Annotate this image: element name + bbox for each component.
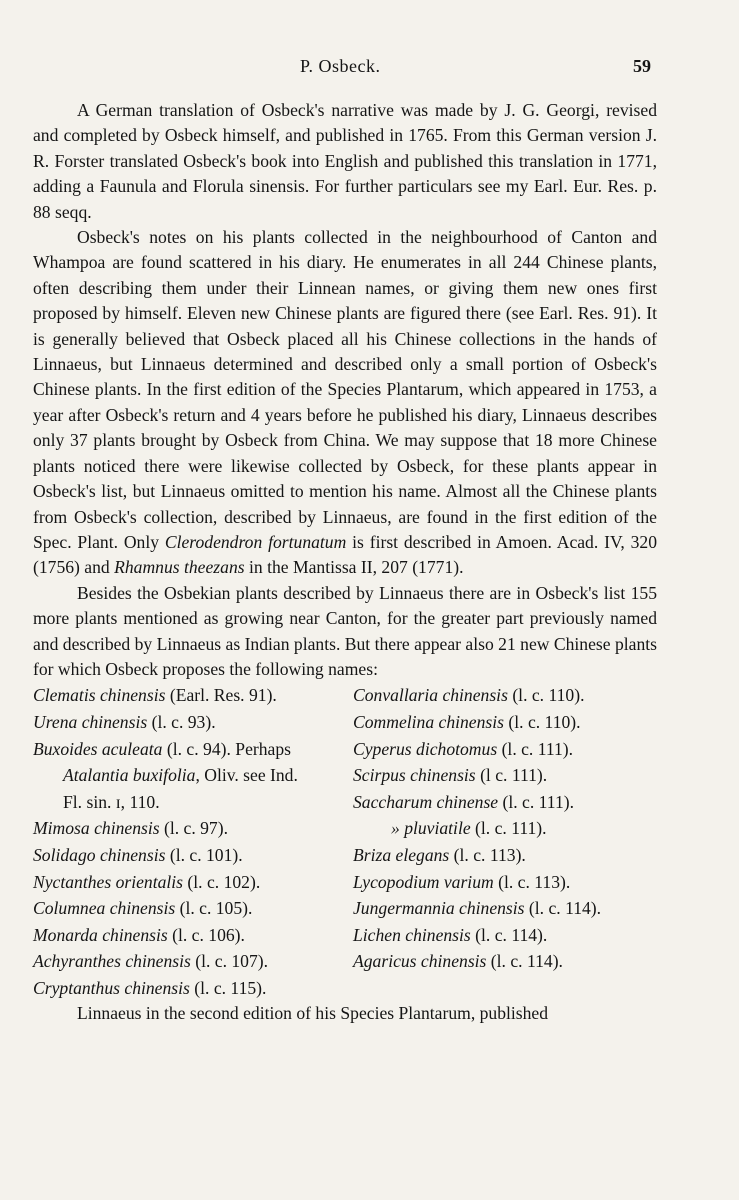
plant-reference: (l. c. 115). <box>189 977 267 998</box>
plant-list-item <box>353 922 657 949</box>
plant-list-item <box>33 789 353 816</box>
plant-reference: (l. c. 114). <box>470 924 548 945</box>
plant-name: Clematis chinensis <box>33 685 166 706</box>
plant-reference: (l. c. 107). <box>190 951 269 972</box>
plant-name: Monarda chinensis <box>33 924 168 945</box>
paragraph-text: A German translation of Osbeck's narrative was made by J. G. Georgi, revised and completed by Osbeck himself, and published in 1765. From this German version J. R. Forster translated Osbeck's book into English and published this translation in 1771, adding a Faunula and Florula sinensis. For further particulars see my Earl. Eur. Res. p. 88 seqq. <box>33 100 657 222</box>
running-title: P. Osbeck. <box>300 56 381 76</box>
plant-list-item <box>353 842 657 869</box>
plant-reference: (l. c. 106). <box>167 924 245 945</box>
plant-reference: (l. c. 110). <box>504 711 581 732</box>
plant-reference: (l. c. 111). <box>498 791 574 812</box>
plant-reference: (l c. 111). <box>475 765 548 786</box>
plant-list-item <box>353 709 657 736</box>
page-body <box>33 98 657 1027</box>
plant-name: Urena chinensis <box>33 711 148 732</box>
plant-name: Saccharum chinense <box>353 791 499 812</box>
plant-reference: (l. c. 105). <box>175 898 253 919</box>
paragraph-2 <box>33 225 657 581</box>
plant-reference: (l. c. 113). <box>493 871 571 892</box>
plant-name: Cyperus dichotomus <box>353 738 498 759</box>
plant-name: Cryptanthus chinensis <box>33 977 190 998</box>
plant-name: Lycopodium varium <box>353 871 494 892</box>
plant-list-item <box>33 895 353 922</box>
plant-list-item <box>33 815 353 842</box>
plant-list-item <box>33 975 353 1002</box>
plant-name: Lichen chinensis <box>353 924 471 945</box>
plant-list-item <box>353 682 657 709</box>
plant-name: Convallaria chinensis <box>353 685 508 706</box>
paragraph-3 <box>33 581 657 683</box>
species-name: Rhamnus theezans <box>114 557 245 578</box>
plant-list-item <box>33 869 353 896</box>
paragraph-text: in the Mantissa II, 207 (1771). <box>244 557 464 578</box>
plant-reference: (l. c. 114). <box>524 898 602 919</box>
plant-name: Mimosa chinensis <box>33 818 160 839</box>
plant-name: Agaricus chinensis <box>353 951 487 972</box>
plant-name: Columnea chinensis <box>33 898 176 919</box>
plant-reference: (l. c. 101). <box>165 844 243 865</box>
plant-list-item <box>353 789 657 816</box>
plant-name: Buxoides aculeata <box>33 738 163 759</box>
plant-name: Scirpus chinensis <box>353 765 476 786</box>
paragraph-text: is first described in Amoen. Acad. IV, 320 (1756) and <box>33 531 658 578</box>
plant-name: Achyranthes chinensis <box>33 951 191 972</box>
plant-list-item <box>33 709 353 736</box>
plant-list-item <box>33 736 353 763</box>
plant-reference: (l. c. 93). <box>147 711 216 732</box>
paragraph-text: Besides the Osbekian plants described by Linnaeus there are in Osbeck's list 155 more plants mentioned as growing near Canton, for the greater part previously named and described by Linnaeus as Indian plants. But there appear also 21 new Chinese plants for which Osbeck proposes the following names: <box>33 582 657 679</box>
plant-reference: (l. c. 114). <box>486 951 563 972</box>
plant-list-item <box>353 869 657 896</box>
page-number: 59 <box>633 56 651 76</box>
plant-name: Commelina chinensis <box>353 711 504 732</box>
plant-list-item <box>353 762 657 789</box>
plant-name: Solidago chinensis <box>33 844 166 865</box>
species-name: Clerodendron fortunatum <box>164 531 347 552</box>
plant-list-item <box>33 842 353 869</box>
plant-reference: (l. c. 94). Perhaps <box>162 738 291 759</box>
plant-reference: (l. c. 111). <box>470 818 547 839</box>
plant-reference: (l. c. 113). <box>449 844 526 865</box>
plant-name: Atalantia buxifolia <box>63 765 196 786</box>
plant-list-item <box>353 815 657 842</box>
plant-list-item <box>33 948 353 975</box>
plant-name: Nyctanthes orientalis <box>33 871 184 892</box>
plant-name: » pluviatile <box>391 818 471 839</box>
plant-reference: (l. c. 110). <box>507 685 585 706</box>
plant-reference: (Earl. Res. 91). <box>165 685 277 706</box>
paragraph-1 <box>33 98 657 225</box>
final-paragraph-line: Linnaeus in the second edition of his Species Plantarum, published <box>77 1003 549 1024</box>
plant-reference: (l. c. 97). <box>159 818 228 839</box>
plant-list-left-column <box>33 682 353 1001</box>
plant-list-item <box>33 922 353 949</box>
plant-name: Jungermannia chinensis <box>353 898 525 919</box>
plant-name: Briza elegans <box>353 844 450 865</box>
plant-reference: (l. c. 102). <box>183 871 261 892</box>
paragraphs <box>33 98 657 682</box>
page-header <box>0 56 739 84</box>
plant-list-right-column <box>353 682 657 1001</box>
plant-list-item <box>353 736 657 763</box>
plant-list-item <box>353 895 657 922</box>
plant-reference: (l. c. 111). <box>497 738 574 759</box>
plant-list-item <box>33 762 353 789</box>
plant-list <box>33 682 657 1001</box>
plant-list-item <box>33 682 353 709</box>
paragraph-text: Osbeck's notes on his plants collected in the neighbourhood of Canton and Whampoa are found scattered in his diary. He enumerates in all 244 Chinese plants, often describing them under their Linnean names, or giving them new ones first proposed by himself. Eleven new Chinese plants are figured there (see Earl. Res. 91). It is generally believed that Osbeck placed all his Chinese collections in the hands of Linnaeus, but Linnaeus determined and described only a small portion of Osbeck's Chinese plants. In the first edition of the Species Plantarum, which appeared in 1753, a year after Osbeck's return and 4 years before he published his diary, Linnaeus describes only 37 plants brought by Osbeck from China. We may suppose that 18 more Chinese plants noticed there were likewise collected by Osbeck, for these plants appear in Osbeck's list, but Linnaeus omitted to mention his name. Almost all the Chinese plants from Osbeck's collection, described by Linnaeus, are found in the first edition of the Spec. Plant. Only <box>33 227 657 552</box>
plant-reference: , Oliv. see Ind. <box>195 765 298 786</box>
plant-reference: Fl. sin. ɪ, 110. <box>63 791 160 812</box>
plant-list-item <box>353 948 657 975</box>
